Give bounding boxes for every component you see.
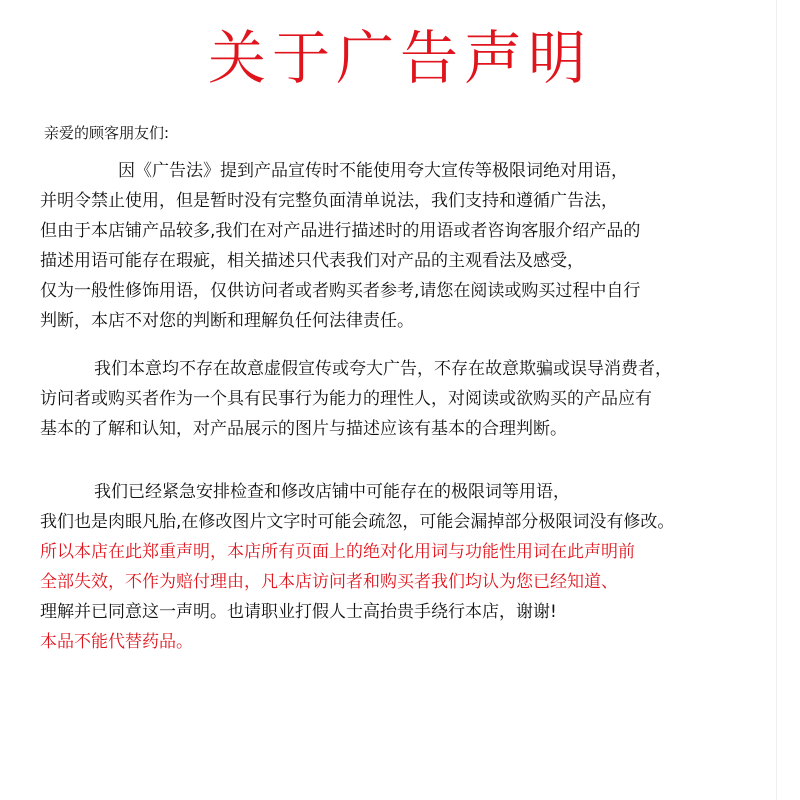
paragraph-2-line: 基本的了解和认知，对产品展示的图片与描述应该有基本的合理判断。 xyxy=(40,419,567,439)
paragraph-2-line: 访问者或购买者作为一个具有民事行为能力的理性人，对阅读或欲购买的产品应有 xyxy=(40,389,652,409)
paragraph-1 xyxy=(40,156,780,336)
page-title: 关于广告声明 xyxy=(207,24,592,92)
paragraph-2-line: 我们本意均不存在故意虚假宣传或夸大广告，不存在故意欺骗或误导消费者， xyxy=(94,359,672,379)
paragraph-1-line: 因《广告法》提到产品宣传时不能使用夸大宣传等极限词绝对用语， xyxy=(118,161,628,181)
paragraph-1-line: 仅为一般性修饰用语，仅供访问者或者购买者参考,请您在阅读或购买过程中自行 xyxy=(40,281,641,301)
right-divider xyxy=(776,0,777,800)
paragraph-3-line: 我们也是肉眼凡胎,在修改图片文字时可能会疏忽，可能会漏掉部分极限词没有修改。 xyxy=(40,512,675,532)
greeting: 亲爱的顾客朋友们: xyxy=(44,124,170,142)
paragraph-3 xyxy=(40,477,780,657)
paragraph-3-line: 理解并已同意这一声明。也请职业打假人士高抬贵手绕行本店，谢谢! xyxy=(40,602,557,622)
paragraph-1-line: 并明令禁止使用，但是暂时没有完整负面清单说法，我们支持和遵循广告法， xyxy=(40,191,618,211)
paragraph-3-line: 我们已经紧急安排检查和修改店铺中可能存在的极限词等用语， xyxy=(94,482,570,502)
paragraph-1-line: 判断，本店不对您的判断和理解负任何法律责任。 xyxy=(40,311,414,331)
disclaimer-medicine: 本品不能代替药品。 xyxy=(40,632,193,652)
paragraph-1-line: 但由于本店铺产品较多,我们在对产品进行描述时的用语或者咨询客服介绍产品的 xyxy=(40,221,641,241)
paragraph-3-line-red: 全部失效，不作为赔付理由，凡本店访问者和购买者我们均认为您已经知道、 xyxy=(40,572,618,592)
paragraph-3-line-red: 所以本店在此郑重声明，本店所有页面上的绝对化用词与功能性用词在此声明前 xyxy=(40,542,635,562)
paragraph-2 xyxy=(40,354,780,444)
paragraph-1-line: 描述用语可能存在瑕疵，相关描述只代表我们对产品的主观看法及感受， xyxy=(40,251,584,271)
